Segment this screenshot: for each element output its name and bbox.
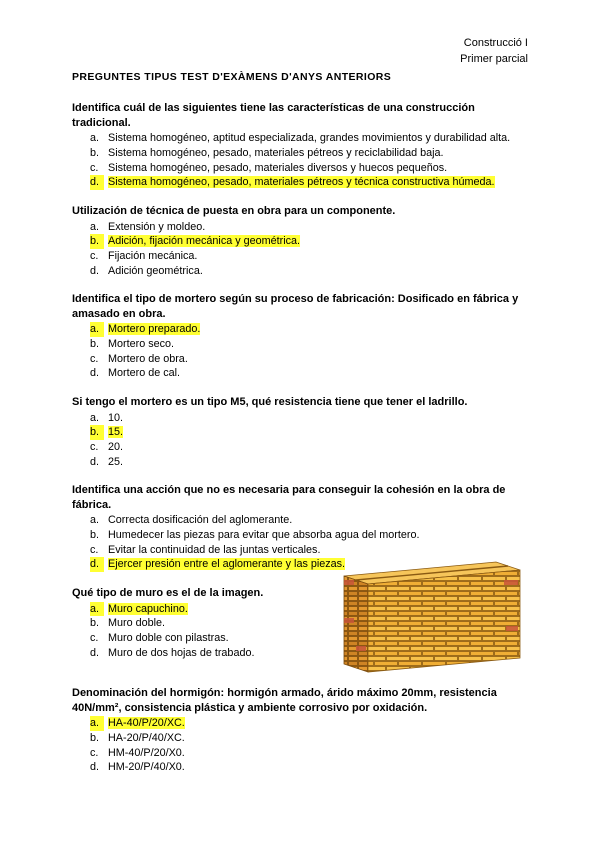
option-letter: d.: [90, 367, 100, 380]
question-text: Identifica una acción que no es necesaria para conseguir la cohesión en la obra de fábrica.: [72, 484, 506, 511]
option-c: [72, 352, 534, 367]
question-3: [72, 292, 534, 381]
option-list: [72, 220, 534, 279]
option-text: 10.: [108, 411, 124, 424]
option-text: Sistema homogéneo, pesado, materiales pétreos y técnica constructiva húmeda.: [108, 176, 495, 189]
option-text: Sistema homogéneo, pesado, materiales diversos y huecos pequeños.: [108, 161, 448, 174]
option-text: 15.: [108, 426, 124, 439]
option-text: Adición, fijación mecánica y geométrica.: [108, 235, 301, 248]
header-exam: Primer parcial: [460, 53, 528, 65]
option-letter: c.: [90, 746, 99, 759]
option-letter: d.: [90, 264, 100, 277]
option-c: [72, 440, 534, 455]
question-1: [72, 101, 534, 190]
option-c: [72, 249, 534, 264]
option-letter: a.: [90, 602, 104, 617]
option-b-correct: [72, 234, 534, 249]
question-text: Qué tipo de muro es el de la imagen.: [72, 587, 264, 599]
option-letter: c.: [90, 441, 99, 454]
option-text: Humedecer las piezas para evitar que absorba agua del mortero.: [108, 528, 420, 541]
option-b: [72, 731, 534, 746]
question-text: Si tengo el mortero es un tipo M5, qué resistencia tiene que tener el ladrillo.: [72, 396, 468, 408]
option-letter: d.: [90, 175, 104, 190]
option-text: Muro doble con pilastras.: [108, 632, 229, 645]
option-text: 20.: [108, 441, 124, 454]
option-c: [72, 631, 332, 646]
option-text: Evitar la continuidad de las juntas verticales.: [108, 543, 321, 556]
option-b: [72, 146, 534, 161]
option-c: [72, 746, 534, 761]
option-letter: a.: [90, 514, 100, 526]
option-a-correct: [72, 322, 534, 337]
wall-end-face: [344, 576, 368, 672]
option-letter: c.: [90, 632, 99, 645]
option-a-correct: [72, 602, 332, 617]
option-list: [72, 716, 534, 775]
option-a: [72, 411, 534, 426]
option-text: HA-20/P/40/XC.: [108, 731, 185, 744]
option-text: Mortero seco.: [108, 337, 175, 350]
option-letter: b.: [90, 425, 104, 440]
option-letter: c.: [90, 543, 99, 556]
wall-long-face: [368, 570, 520, 672]
option-text: Muro de dos hojas de trabado.: [108, 646, 255, 659]
option-letter: d.: [90, 455, 100, 468]
option-text: 25.: [108, 455, 124, 468]
option-b: [72, 337, 534, 352]
option-text: Correcta dosificación del aglomerante.: [108, 514, 293, 526]
option-letter: b.: [90, 146, 100, 159]
option-list: [72, 322, 534, 381]
option-letter: b.: [90, 731, 100, 744]
document-title: PREGUNTES TIPUS TEST D'EXÀMENS D'ANYS ANTERIORS: [72, 71, 392, 83]
option-text: Sistema homogéneo, pesado, materiales pétreos y reciclabilidad baja.: [108, 146, 444, 159]
cavity-wall-image: [338, 556, 526, 674]
option-letter: c.: [90, 161, 99, 174]
option-text: Adición geométrica.: [108, 264, 203, 277]
option-list: [72, 131, 534, 190]
option-letter: d.: [90, 761, 100, 774]
option-a: [72, 131, 534, 146]
option-text: Extensión y moldeo.: [108, 220, 206, 233]
option-text: Mortero preparado.: [108, 323, 201, 335]
option-d: [72, 646, 332, 661]
option-letter: b.: [90, 528, 100, 541]
question-text: Identifica cuál de las siguientes tiene las características de una construcción tradicional.: [72, 102, 475, 129]
option-b: [72, 616, 332, 631]
option-text: Muro doble.: [108, 617, 166, 630]
option-letter: d.: [90, 557, 104, 572]
question-4: [72, 395, 534, 470]
question-7: [72, 686, 534, 775]
option-list: [72, 602, 332, 661]
option-letter: c.: [90, 352, 99, 365]
option-d-correct: [72, 175, 534, 190]
page-header: [460, 35, 528, 67]
option-a: [72, 513, 534, 528]
option-d: [72, 366, 534, 381]
option-text: HM-20/P/40/X0.: [108, 761, 185, 774]
option-d: [72, 455, 534, 470]
option-d: [72, 760, 534, 775]
option-a-correct: [72, 716, 534, 731]
option-text: Mortero de cal.: [108, 367, 181, 380]
option-text: Fijación mecánica.: [108, 250, 198, 263]
option-c: [72, 161, 534, 176]
option-letter: a.: [90, 220, 100, 233]
option-text: Ejercer presión entre el aglomerante y las piezas.: [108, 558, 346, 571]
question-text: Denominación del hormigón: hormigón armado, árido máximo 20mm, resistencia 40N/mm², consistencia plástica y ambiente corrosivo por oxidación.: [72, 687, 497, 714]
question-text: Utilización de técnica de puesta en obra para un componente.: [72, 205, 396, 217]
option-text: HM-40/P/20/X0.: [108, 746, 185, 759]
option-text: Muro capuchino.: [108, 602, 188, 615]
question-2: [72, 204, 534, 279]
option-letter: a.: [90, 322, 104, 337]
option-letter: b.: [90, 234, 104, 249]
option-b: [72, 528, 534, 543]
option-letter: a.: [90, 132, 100, 144]
option-a: [72, 220, 534, 235]
option-letter: b.: [90, 337, 100, 350]
option-text: HA-40/P/20/XC.: [108, 717, 185, 729]
option-letter: a.: [90, 716, 104, 731]
question-text: Identifica el tipo de mortero según su proceso de fabricación: Dosificado en fábrica y amasado en obra.: [72, 293, 519, 320]
option-b-correct: [72, 425, 534, 440]
question-6: [72, 586, 332, 661]
option-letter: a.: [90, 411, 100, 424]
option-letter: c.: [90, 250, 99, 263]
option-letter: d.: [90, 646, 100, 659]
header-subject: Construcció I: [463, 37, 528, 49]
option-letter: b.: [90, 617, 100, 630]
option-text: Sistema homogéneo, aptitud especializada, grandes movimientos y durabilidad alta.: [108, 132, 511, 144]
option-list: [72, 411, 534, 470]
option-text: Mortero de obra.: [108, 352, 188, 365]
option-d: [72, 264, 534, 279]
